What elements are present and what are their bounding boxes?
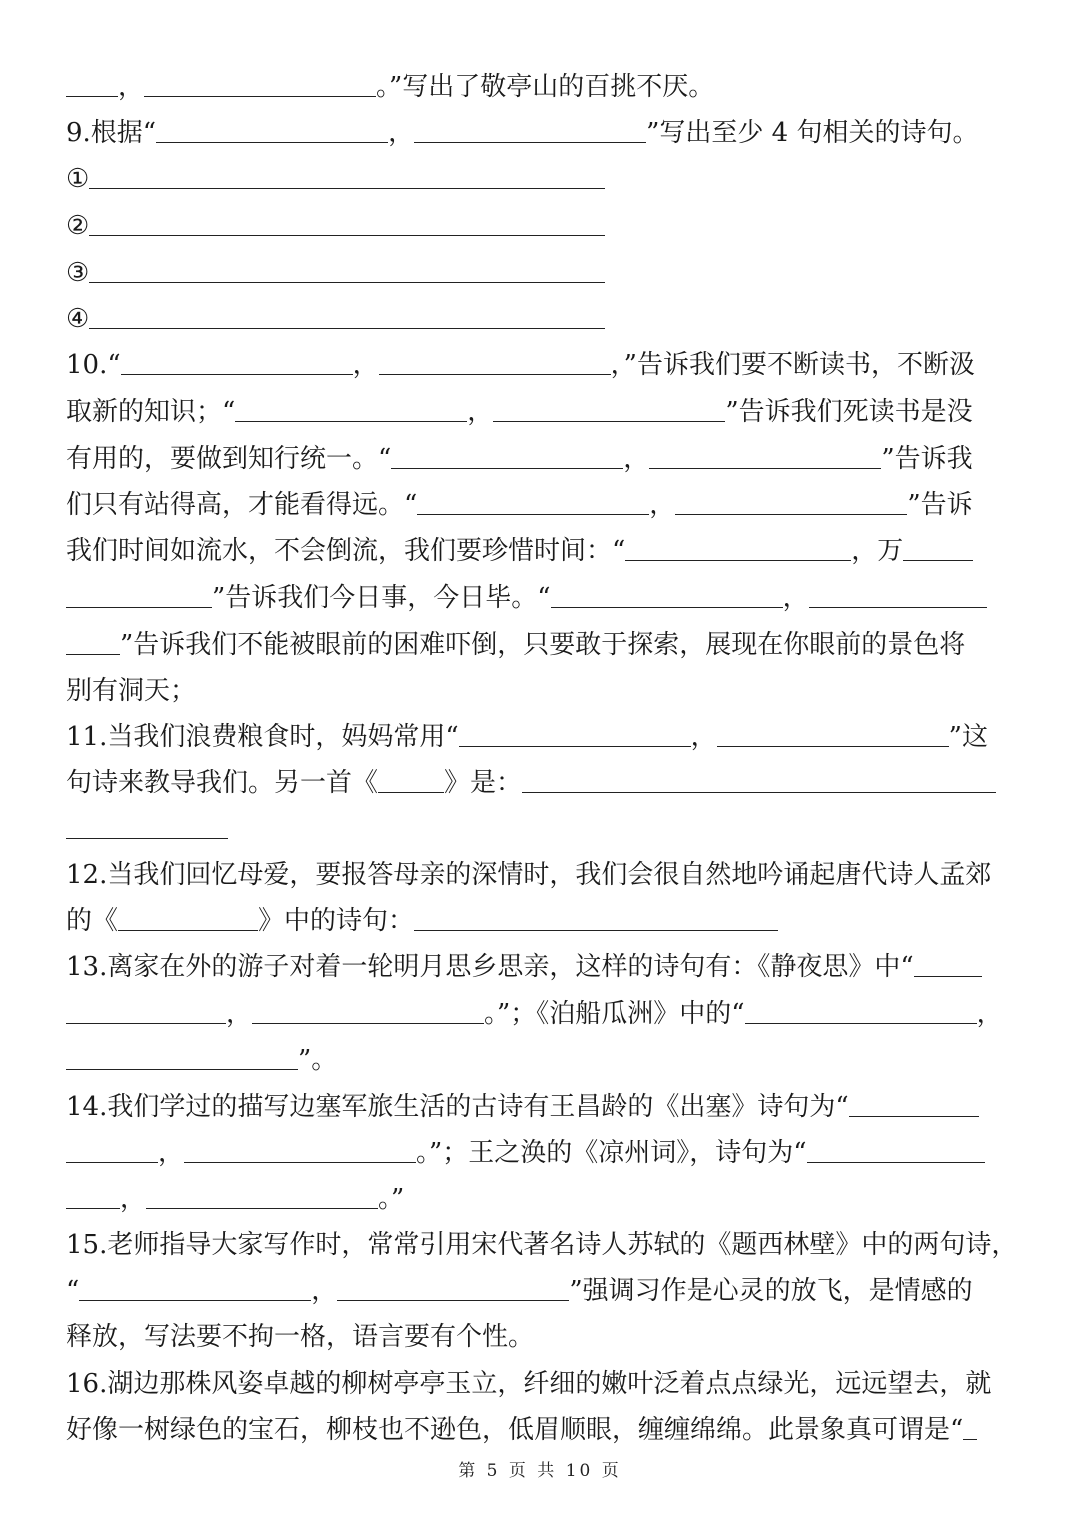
line-text: 的《 (66, 906, 119, 936)
line-1 (66, 70, 714, 104)
answer-blank[interactable] (118, 904, 258, 931)
line-text: ， (158, 1138, 185, 1168)
answer-blank[interactable] (66, 70, 118, 97)
question-10-cont-1 (66, 395, 973, 429)
question-13-cont-1 (66, 997, 1003, 1031)
answer-line-1 (66, 162, 605, 196)
question-10-cont-3 (66, 488, 973, 522)
answer-blank[interactable] (493, 395, 725, 422)
line-text: 取新的知识；“ (66, 397, 236, 427)
answer-blank[interactable] (184, 1136, 416, 1163)
answer-blank[interactable] (417, 488, 649, 515)
answer-blank[interactable] (144, 70, 376, 97)
answer-blank[interactable] (66, 1136, 158, 1163)
question-10 (66, 348, 975, 382)
answer-blank[interactable] (66, 997, 226, 1024)
answer-blank[interactable] (551, 581, 783, 608)
question-11-cont-2 (66, 812, 228, 846)
question-14 (66, 1090, 979, 1124)
line-text: 9.根据“ (66, 118, 157, 148)
answer-line-4 (66, 302, 605, 336)
question-10-cont-5 (66, 581, 987, 615)
line-text: ”告诉我们今日事，今日毕。“ (212, 583, 551, 613)
line-text: ， (226, 999, 253, 1029)
line-text: 。”写出了敬亭山的百挑不厌。 (376, 72, 715, 102)
answer-blank[interactable] (79, 1274, 311, 1301)
question-11 (66, 720, 988, 754)
answer-blank[interactable] (414, 116, 646, 143)
question-9 (66, 116, 979, 150)
answer-blank[interactable] (89, 256, 605, 283)
answer-blank[interactable] (675, 488, 907, 515)
line-text: ， (118, 72, 145, 102)
line-text: ， (623, 444, 650, 474)
answer-blank[interactable] (89, 302, 605, 329)
line-text: ④ (66, 304, 90, 334)
question-13-cont-2 (66, 1043, 337, 1077)
line-text: ，万 (851, 536, 904, 566)
line-text: ”强调习作是心灵的放飞，是情感的 (569, 1276, 973, 1306)
line-text: 10.“ (66, 350, 121, 380)
line-text: ， (311, 1276, 338, 1306)
line-text: ， (976, 999, 1003, 1029)
line-text: ，”告诉我们要不断读书，不断汲 (610, 350, 975, 380)
answer-line-3 (66, 256, 605, 290)
answer-blank[interactable] (337, 1274, 569, 1301)
question-15-cont-2 (66, 1320, 534, 1354)
answer-blank[interactable] (807, 1136, 985, 1163)
line-text: 》是： (444, 768, 523, 798)
answer-blank[interactable] (121, 348, 353, 375)
answer-blank[interactable] (66, 581, 212, 608)
question-13 (66, 950, 982, 984)
line-text: ， (649, 490, 676, 520)
answer-blank[interactable] (717, 720, 949, 747)
answer-blank[interactable] (625, 534, 851, 561)
line-text: ③ (66, 258, 90, 288)
line-text: 。” (378, 1184, 405, 1214)
line-text: ”告诉我们不能被眼前的困难吓倒，只要敢于探索，展现在你眼前的景色将 (120, 630, 966, 660)
answer-blank[interactable] (235, 395, 467, 422)
answer-blank[interactable] (414, 904, 778, 931)
page-number-footer: 第 5 页 共 10 页 (458, 1461, 622, 1481)
question-10-cont-7 (66, 674, 196, 708)
answer-blank[interactable] (459, 720, 691, 747)
answer-blank[interactable] (914, 950, 982, 977)
line-text: “ (66, 1276, 80, 1306)
line-text: 》中的诗句： (258, 906, 415, 936)
answer-blank[interactable] (378, 766, 444, 793)
question-16 (66, 1367, 991, 1401)
line-text: 有用的，要做到知行统一。“ (66, 444, 392, 474)
answer-blank[interactable] (522, 766, 996, 793)
line-text: ”写出至少 4 句相关的诗句。 (646, 118, 979, 148)
answer-blank[interactable] (963, 1413, 977, 1440)
line-text: 。”；《泊船瓜洲》中的“ (484, 999, 745, 1029)
line-text: ”这 (948, 722, 988, 752)
line-text: ， (782, 583, 809, 613)
line-text: ， (120, 1184, 147, 1214)
answer-blank[interactable] (146, 1182, 378, 1209)
answer-blank[interactable] (379, 348, 611, 375)
question-10-cont-6 (66, 628, 965, 662)
question-14-cont-1 (66, 1136, 985, 1170)
line-text: ， (467, 397, 494, 427)
question-12-cont (66, 904, 778, 938)
line-text: 13.离家在外的游子对着一轮明月思乡思亲，这样的诗句有：《静夜思》中“ (66, 952, 914, 982)
line-text: ”。 (298, 1045, 338, 1075)
answer-blank[interactable] (156, 116, 388, 143)
line-text: ， (388, 118, 415, 148)
question-10-cont-4 (66, 534, 973, 568)
answer-blank[interactable] (809, 581, 987, 608)
line-text: 好像一树绿色的宝石，柳枝也不逊色，低眉顺眼，缠缠绵绵。此景象真可谓是“ (66, 1415, 964, 1445)
answer-blank[interactable] (66, 812, 228, 839)
line-text: ① (66, 164, 90, 194)
line-text: 别有洞天； (66, 676, 197, 706)
line-text: 16.湖边那株风姿卓越的柳树亭亭玉立，纤细的嫩叶泛着点点绿光，远远望去，就 (66, 1369, 992, 1399)
answer-blank[interactable] (66, 1043, 298, 1070)
line-text: 15.老师指导大家写作时，常常引用宋代著名诗人苏轼的《题西林壁》中的两句诗， (66, 1230, 1018, 1260)
line-text: ， (352, 350, 379, 380)
question-16-cont (66, 1413, 977, 1447)
answer-blank[interactable] (252, 997, 484, 1024)
answer-blank[interactable] (89, 162, 605, 189)
line-text: ”告诉我们死读书是没 (725, 397, 973, 427)
answer-blank[interactable] (66, 628, 120, 655)
question-10-cont-2 (66, 442, 973, 476)
question-15-cont-1 (66, 1274, 973, 1308)
question-12 (66, 858, 991, 892)
answer-blank[interactable] (66, 1182, 120, 1209)
line-text: ”告诉 (907, 490, 973, 520)
answer-blank[interactable] (903, 534, 973, 561)
line-text: ② (66, 211, 90, 241)
line-text: 我们时间如流水，不会倒流，我们要珍惜时间：“ (66, 536, 626, 566)
line-text: 11.当我们浪费粮食时，妈妈常用“ (66, 722, 459, 752)
line-text: 14.我们学过的描写边塞军旅生活的古诗有王昌龄的《出塞》诗句为“ (66, 1092, 849, 1122)
line-text: 。”；王之涣的《凉州词》，诗句为“ (416, 1138, 807, 1168)
answer-blank[interactable] (391, 442, 623, 469)
question-11-cont-1 (66, 766, 996, 800)
line-text: 12.当我们回忆母爱，要报答母亲的深情时，我们会很自然地吟诵起唐代诗人孟郊 (66, 860, 992, 890)
line-text: 句诗来教导我们。另一首《 (66, 768, 379, 798)
answer-blank[interactable] (849, 1090, 979, 1117)
answer-blank[interactable] (649, 442, 881, 469)
line-text: ， (690, 722, 717, 752)
answer-blank[interactable] (745, 997, 977, 1024)
answer-line-2 (66, 209, 605, 243)
line-text: 释放，写法要不拘一格，语言要有个性。 (66, 1322, 535, 1352)
answer-blank[interactable] (89, 209, 605, 236)
line-text: 们只有站得高，才能看得远。“ (66, 490, 418, 520)
question-15 (66, 1228, 1017, 1262)
line-text: ”告诉我 (881, 444, 973, 474)
question-14-cont-2 (66, 1182, 404, 1216)
